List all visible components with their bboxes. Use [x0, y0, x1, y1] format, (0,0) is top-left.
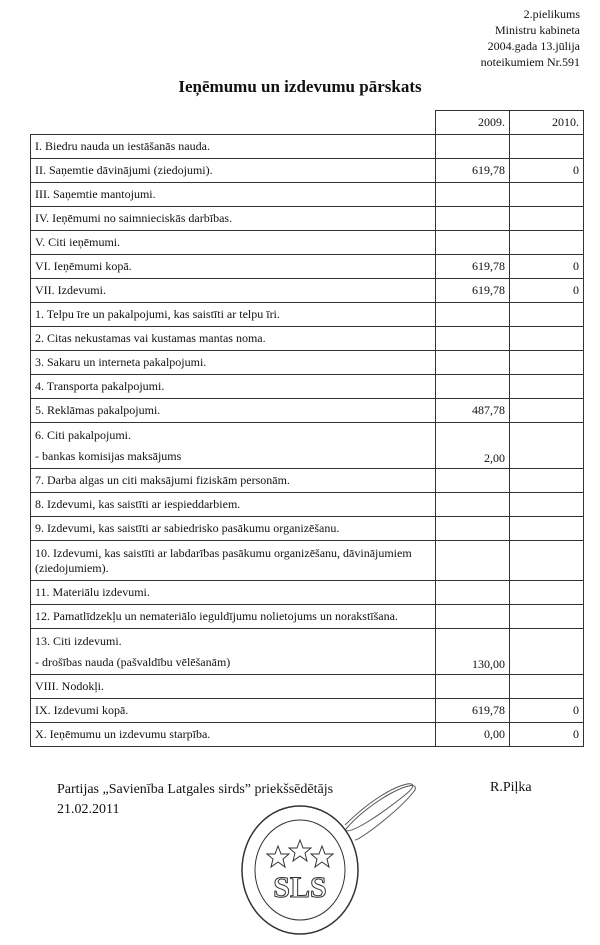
value-2010	[510, 423, 584, 469]
row-label-text: V. Citi ieņēmumi.	[35, 235, 121, 249]
value-2009	[436, 231, 510, 255]
table-row	[31, 541, 584, 581]
table-row	[31, 469, 584, 493]
value-2010: 0	[510, 723, 584, 747]
signer-name: R.Piļka	[490, 780, 532, 795]
value-2009	[436, 493, 510, 517]
row-sublabel: - drošības nauda (pašvaldību vēlēšanām)	[35, 654, 231, 669]
column-header-2010: 2010.	[510, 111, 584, 135]
row-label	[31, 581, 436, 605]
value-2009	[436, 303, 510, 327]
row-label	[31, 605, 436, 629]
row-label	[31, 375, 436, 399]
row-label	[31, 327, 436, 351]
row-label-text: X. Ieņēmumu un izdevumu starpība.	[35, 727, 211, 741]
report-table	[30, 110, 584, 747]
table-row	[31, 327, 584, 351]
column-header-2009: 2009.	[436, 111, 510, 135]
value-2010: 0	[510, 159, 584, 183]
row-label-text: I. Biedru nauda un iestāšanās nauda.	[35, 139, 210, 153]
annex-reference	[481, 6, 580, 70]
value-2009	[436, 375, 510, 399]
row-label-text: VII. Izdevumi.	[35, 283, 106, 297]
value-2009	[436, 135, 510, 159]
value-2009	[436, 581, 510, 605]
value-2010	[510, 469, 584, 493]
table-row	[31, 629, 584, 675]
annex-line: Ministru kabineta	[495, 23, 580, 37]
table-header-row	[31, 111, 584, 135]
row-label-text: 13. Citi izdevumi.	[35, 633, 122, 648]
value-2010	[510, 135, 584, 159]
row-label	[31, 469, 436, 493]
value-2010	[510, 231, 584, 255]
row-label	[31, 183, 436, 207]
value-2009	[436, 517, 510, 541]
row-label-text: 2. Citas nekustamas vai kustamas mantas noma.	[35, 331, 266, 345]
row-label-text: 12. Pamatlīdzekļu un nemateriālo ieguldījumu nolietojums un norakstīšana.	[35, 609, 398, 623]
row-label	[31, 629, 436, 675]
party-stamp	[230, 780, 430, 945]
value-2010: 0	[510, 279, 584, 303]
row-label	[31, 723, 436, 747]
table-row	[31, 159, 584, 183]
value-2009: 2,00	[436, 423, 510, 469]
value-2010	[510, 375, 584, 399]
row-label	[31, 207, 436, 231]
row-label	[31, 517, 436, 541]
value-2009	[436, 183, 510, 207]
table-row	[31, 231, 584, 255]
table-row	[31, 207, 584, 231]
table-row	[31, 517, 584, 541]
row-label	[31, 255, 436, 279]
annex-line: 2004.gada 13.jūlija	[487, 39, 580, 53]
row-label	[31, 231, 436, 255]
table-row	[31, 183, 584, 207]
row-label	[31, 699, 436, 723]
table-row	[31, 399, 584, 423]
row-label-text: VIII. Nodokļi.	[35, 679, 104, 693]
svg-text:SLS: SLS	[273, 871, 327, 904]
row-label	[31, 399, 436, 423]
value-2009: 619,78	[436, 699, 510, 723]
value-2010	[510, 629, 584, 675]
row-sublabel: - bankas komisijas maksājums	[35, 448, 182, 463]
table-row	[31, 493, 584, 517]
row-label-text: VI. Ieņēmumi kopā.	[35, 259, 132, 273]
value-2010	[510, 327, 584, 351]
value-2009	[436, 605, 510, 629]
value-2009: 487,78	[436, 399, 510, 423]
value-2010: 0	[510, 255, 584, 279]
table-row	[31, 675, 584, 699]
value-2009	[436, 207, 510, 231]
row-label-text: 10. Izdevumi, kas saistīti ar labdarības pasākumu organizēšanu, dāvinājumiem (ziedojumiem).	[35, 545, 412, 575]
annex-line: noteikumiem Nr.591	[480, 55, 580, 69]
row-label	[31, 351, 436, 375]
table-row	[31, 303, 584, 327]
row-label-text: 7. Darba algas un citi maksājumi fiziskām personām.	[35, 473, 290, 487]
value-2009: 130,00	[436, 629, 510, 675]
signature-date: 21.02.2011	[57, 802, 120, 817]
value-2009	[436, 327, 510, 351]
signer-title: Partijas „Savienība Latgales sirds” priekšsēdētājs	[57, 782, 334, 797]
value-2010	[510, 493, 584, 517]
row-label	[31, 279, 436, 303]
table-row	[31, 723, 584, 747]
value-2010: 0	[510, 699, 584, 723]
row-label-text: IV. Ieņēmumi no saimnieciskās darbības.	[35, 211, 233, 225]
row-label-text: 8. Izdevumi, kas saistīti ar iespieddarbiem.	[35, 497, 241, 511]
table-row	[31, 351, 584, 375]
row-label-text: 4. Transporta pakalpojumi.	[35, 379, 165, 393]
annex-line: 2.pielikums	[523, 7, 580, 21]
row-label-text: 1. Telpu īre un pakalpojumi, kas saistīti ar telpu īri.	[35, 307, 280, 321]
row-label-text: IX. Izdevumi kopā.	[35, 703, 129, 717]
row-label-text: II. Saņemtie dāvinājumi (ziedojumi).	[35, 163, 213, 177]
row-label-text: 6. Citi pakalpojumi.	[35, 427, 131, 442]
value-2010	[510, 517, 584, 541]
value-2010	[510, 675, 584, 699]
value-2010	[510, 541, 584, 581]
row-label	[31, 493, 436, 517]
value-2009: 0,00	[436, 723, 510, 747]
value-2009: 619,78	[436, 255, 510, 279]
row-label	[31, 675, 436, 699]
table-row	[31, 255, 584, 279]
table-row	[31, 699, 584, 723]
value-2010	[510, 581, 584, 605]
value-2009: 619,78	[436, 279, 510, 303]
table-row	[31, 135, 584, 159]
table-row	[31, 279, 584, 303]
row-label	[31, 423, 436, 469]
row-label	[31, 159, 436, 183]
value-2009: 619,78	[436, 159, 510, 183]
table-row	[31, 423, 584, 469]
value-2010	[510, 207, 584, 231]
value-2010	[510, 399, 584, 423]
value-2010	[510, 351, 584, 375]
value-2010	[510, 303, 584, 327]
value-2009	[436, 351, 510, 375]
value-2009	[436, 541, 510, 581]
value-2009	[436, 469, 510, 493]
row-label	[31, 135, 436, 159]
row-label-text: 3. Sakaru un interneta pakalpojumi.	[35, 355, 207, 369]
value-2009	[436, 675, 510, 699]
value-2010	[510, 605, 584, 629]
row-label-text: 9. Izdevumi, kas saistīti ar sabiedrisko pasākumu organizēšanu.	[35, 521, 340, 535]
value-2010	[510, 183, 584, 207]
row-label-text: 11. Materiālu izdevumi.	[35, 585, 150, 599]
row-label-text: III. Saņemtie mantojumi.	[35, 187, 156, 201]
table-row	[31, 581, 584, 605]
table-row	[31, 375, 584, 399]
row-label-text: 5. Reklāmas pakalpojumi.	[35, 403, 161, 417]
page-title: Ieņēmumu un izdevumu pārskats	[178, 77, 422, 96]
row-label	[31, 303, 436, 327]
table-row	[31, 605, 584, 629]
row-label	[31, 541, 436, 581]
